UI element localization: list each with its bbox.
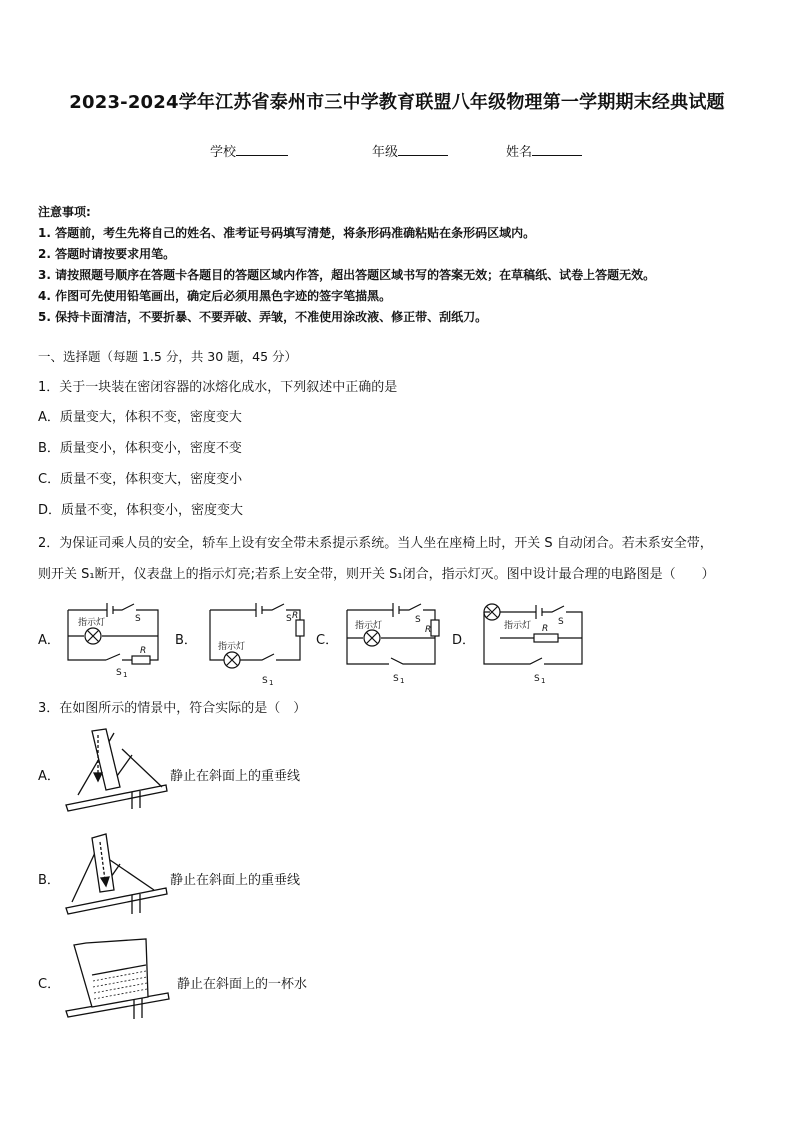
switch-s-label: S bbox=[286, 614, 292, 624]
note-item: 5. 保持卡面清洁，不要折暴、不要弄破、弄皱，不准使用涂改液、修正带、刮纸刀。 bbox=[38, 310, 488, 324]
circuit-diagram-b[interactable] bbox=[204, 598, 310, 688]
q3-option-c-caption: 静止在斜面上的一杯水 bbox=[177, 977, 308, 992]
lamp-label: 指示灯 bbox=[504, 621, 532, 631]
q3-option-c-label[interactable]: C． bbox=[38, 977, 61, 992]
lamp-label: 指示灯 bbox=[218, 642, 246, 652]
name-field[interactable] bbox=[506, 141, 582, 160]
q2-option-b-label[interactable]: B． bbox=[175, 633, 197, 648]
resistor-r-label: R bbox=[542, 624, 549, 634]
lamp-label: 指示灯 bbox=[355, 621, 383, 631]
school-blank[interactable] bbox=[236, 143, 288, 156]
note-item: 2. 答题时请按要求用笔。 bbox=[38, 247, 176, 261]
circuit-diagram-d[interactable] bbox=[478, 598, 588, 688]
question-2-line2: 则开关 S₁断开，仪表盘上的指示灯亮;若系上安全带，则开关 S₁闭合，指示灯灭。图中设计最合理的电路图是（ ） bbox=[38, 567, 715, 582]
plumb-line-image-a[interactable] bbox=[62, 725, 172, 815]
name-blank[interactable] bbox=[532, 143, 582, 156]
q2-option-d-label[interactable]: D． bbox=[452, 633, 476, 648]
q2-option-a-label[interactable]: A． bbox=[38, 633, 60, 648]
switch-s1-subscript: 1 bbox=[269, 679, 274, 687]
grade-blank[interactable] bbox=[398, 143, 448, 156]
name-label: 姓名 bbox=[506, 145, 533, 160]
grade-field[interactable] bbox=[372, 141, 448, 160]
resistor-r-label: R bbox=[425, 625, 432, 635]
switch-s1-label: S bbox=[116, 668, 122, 678]
q1-option-a[interactable]: A．质量变大，体积不变，密度变大 bbox=[38, 410, 242, 425]
water-cup-image[interactable] bbox=[62, 935, 174, 1025]
note-item: 1. 答题前，考生先将自己的姓名、准考证号码填写清楚，将条形码准确粘贴在条形码区域内。 bbox=[38, 226, 536, 240]
switch-s1-label: S bbox=[534, 674, 540, 684]
q1-option-b[interactable]: B．质量变小，体积变小，密度不变 bbox=[38, 441, 242, 456]
q1-option-c[interactable]: C．质量不变，体积变大，密度变小 bbox=[38, 472, 243, 487]
resistor-r-label: R bbox=[292, 611, 299, 621]
note-item: 4. 作图可先使用铅笔画出，确定后必须用黑色字迹的签字笔描黑。 bbox=[38, 289, 392, 303]
q1-option-d[interactable]: D．质量不变，体积变小，密度变大 bbox=[38, 503, 244, 518]
q3-option-b-label[interactable]: B． bbox=[38, 873, 60, 888]
resistor-r-label: R bbox=[140, 646, 147, 656]
school-field[interactable] bbox=[210, 141, 288, 160]
q2-option-c-label[interactable]: C． bbox=[316, 633, 339, 648]
switch-s1-subscript: 1 bbox=[400, 677, 405, 685]
section-heading: 一、选择题（每题 1.5 分，共 30 题，45 分） bbox=[38, 349, 298, 364]
circuit-diagram-a[interactable] bbox=[62, 598, 164, 678]
question-3-stem: 3．在如图所示的情景中，符合实际的是（ ） bbox=[38, 701, 307, 716]
note-item: 3. 请按照题号顺序在答题卡各题目的答题区域内作答，超出答题区域书写的答案无效；在草稿纸、试卷上答题无效。 bbox=[38, 268, 656, 282]
q3-option-a-label[interactable]: A． bbox=[38, 769, 60, 784]
switch-s1-subscript: 1 bbox=[541, 677, 546, 685]
q3-option-b-caption: 静止在斜面上的重垂线 bbox=[170, 873, 301, 888]
question-1-stem: 1．关于一块装在密闭容器的冰熔化成水，下列叙述中正确的是 bbox=[38, 380, 398, 395]
question-2-line1: 2．为保证司乘人员的安全，轿车上设有安全带未系提示系统。当人坐在座椅上时，开关 S 自动闭合。若未系安全带， bbox=[38, 536, 713, 551]
switch-s1-label: S bbox=[262, 676, 268, 686]
school-label: 学校 bbox=[210, 145, 237, 160]
notes-heading: 注意事项: bbox=[38, 205, 91, 219]
circuit-diagram-c[interactable] bbox=[341, 598, 447, 688]
switch-s-label: S bbox=[558, 617, 564, 627]
grade-label: 年级 bbox=[372, 145, 399, 160]
switch-s-label: S bbox=[135, 614, 141, 624]
exam-title: 2023-2024学年江苏省泰州市三中学教育联盟八年级物理第一学期期末经典试题 bbox=[69, 92, 725, 113]
switch-s1-subscript: 1 bbox=[123, 671, 128, 678]
switch-s1-label: S bbox=[393, 674, 399, 684]
switch-s-label: S bbox=[415, 615, 421, 625]
lamp-label: 指示灯 bbox=[78, 618, 106, 628]
q3-option-a-caption: 静止在斜面上的重垂线 bbox=[170, 769, 301, 784]
plumb-line-image-b[interactable] bbox=[62, 830, 172, 920]
